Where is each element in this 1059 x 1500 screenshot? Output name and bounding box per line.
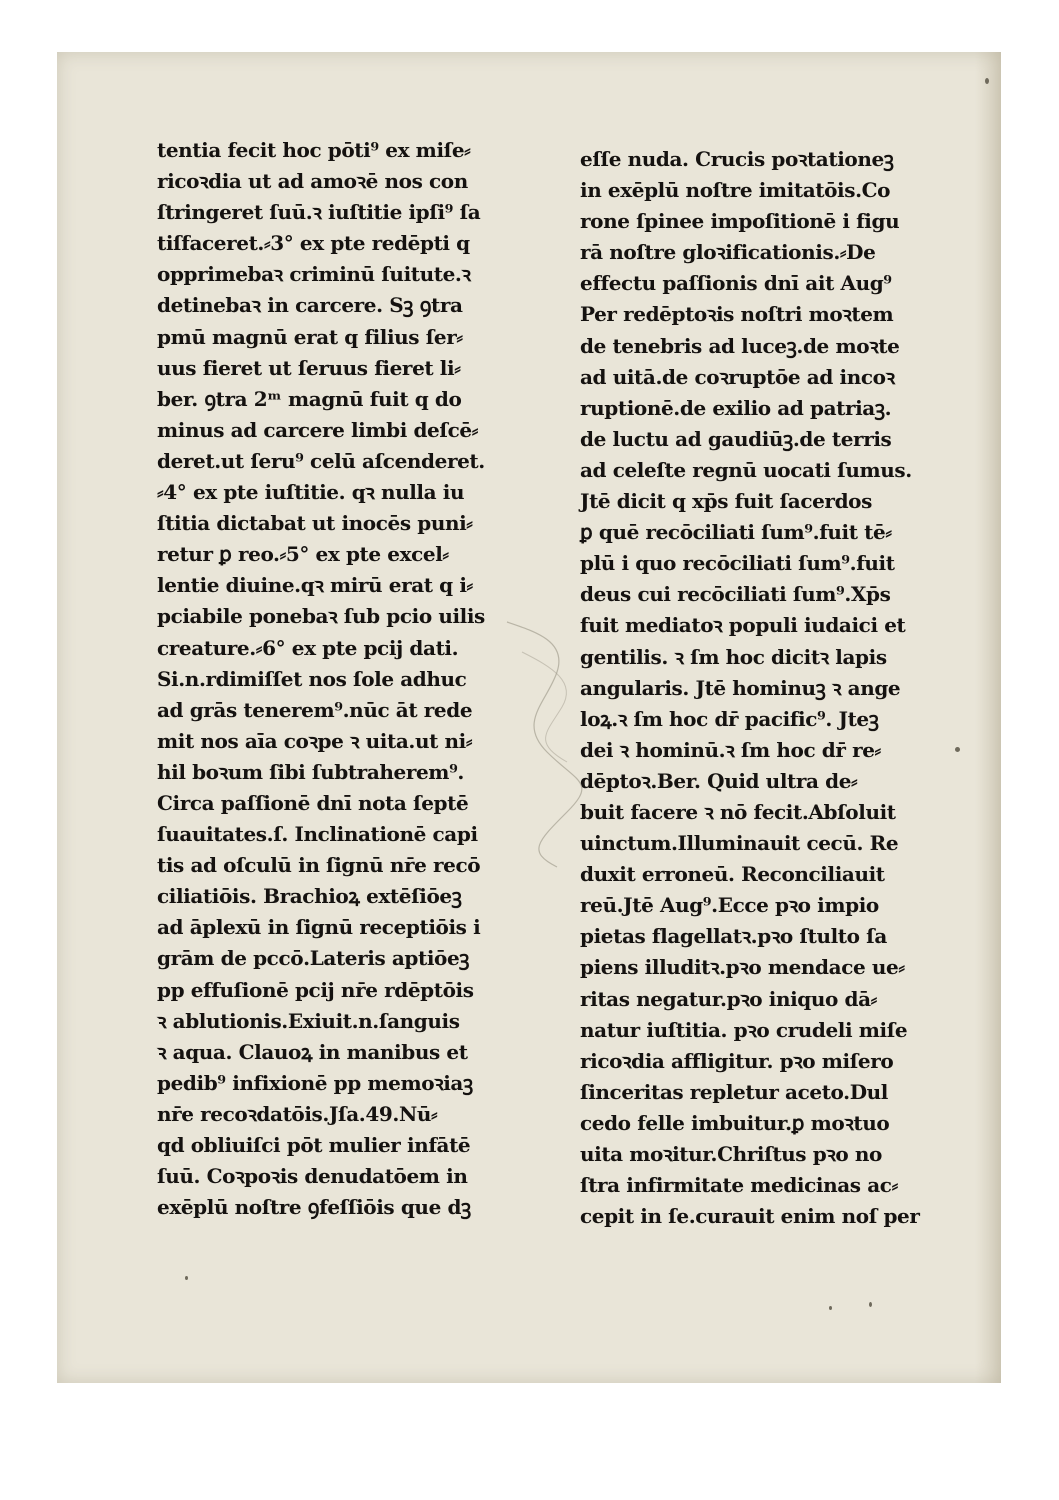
text-line: natur iuſtitia. pꝛo crudeli miſe [580, 1017, 908, 1042]
text-line: ſtringeret ſuū.ꝛ iuſtitie ipſi⁹ ſa [157, 200, 481, 225]
text-line: ꝛ ablutionis.Exiuit.n.ſanguis [157, 1008, 460, 1033]
text-line: uinctum.Illuminauit cecū. Re [580, 831, 899, 856]
text-line: ritas negatur.pꝛo iniquo dā⸗ [580, 986, 877, 1011]
text-line: detinebaꝛ in carcere. Sꝫ ꝯtra [157, 293, 463, 318]
text-line: ꝛ aqua. Clauoꝝ in manibus et [157, 1039, 468, 1064]
text-line: ber. ꝯtra 2ᵐ magnū fuit q do [157, 386, 462, 411]
text-line: Per redēptoꝛis noſtri moꝛtem [580, 302, 894, 327]
text-line: dēptoꝛ.Ber. Quid ultra de⸗ [580, 768, 858, 793]
text-line: tis ad oſculū in ſignū nr̄e recō [157, 853, 481, 878]
text-line: grām de pccō.Lateris aptiōeꝫ [157, 946, 470, 971]
paper-speck [985, 78, 989, 84]
text-line: reū.Jtē Aug⁹.Ecce pꝛo impio [580, 893, 879, 918]
text-line: piens illuditꝛ.pꝛo mendace ue⸗ [580, 955, 905, 980]
text-line: ricoꝛdia affligitur. pꝛo miſero [580, 1048, 894, 1073]
text-line: retur ꝑ reo.⸗5° ex pte excel⸗ [157, 542, 449, 567]
text-line: gentilis. ꝛ ſm hoc dicitꝛ lapis [580, 644, 887, 669]
text-line: cepit in ſe.curauit enim noſ per [580, 1204, 920, 1229]
text-line: rā noſtre gloꝛificationis.⸗De [580, 240, 876, 265]
text-line: deus cui recōciliati ſum⁹.Xp̄s [580, 582, 891, 607]
text-line: effectu paſſionis dnī ait Aug⁹ [580, 271, 892, 296]
text-line: ad uitā.de coꝛruptōe ad incoꝛ [580, 364, 895, 389]
text-line: pietas flagellatꝛ.pꝛo ſtulto ſa [580, 924, 887, 949]
text-line: angularis. Jtē hominuꝫ ꝛ ange [580, 675, 901, 700]
scanned-page [57, 52, 1001, 1383]
text-line: creature.⸗6° ex pte pcij dati. [157, 635, 459, 660]
text-line: Si.n.rdimiſſet nos ſole adhuc [157, 666, 467, 691]
text-line: lentie diuine.qꝛ mirū erat q i⸗ [157, 573, 473, 598]
text-line: rone ſpinee impoſitionē i figu [580, 209, 900, 234]
paper-speck [869, 1302, 872, 1307]
text-line: minus ad carcere limbi deſcē⸗ [157, 417, 478, 442]
text-line: hil boꝛum ſibi ſubtraherem⁹. [157, 759, 464, 784]
text-line: mit nos aīa coꝛpe ꝛ uita.ut ni⸗ [157, 728, 473, 753]
text-line: ſuauitates.ſ. Inclinationē capi [157, 822, 478, 847]
text-line: de luctu ad gaudiūꝫ.de terris [580, 426, 892, 451]
text-line: uus fieret ut ſeruus fieret li⸗ [157, 355, 461, 380]
text-line: pedib⁹ infixionē pp memoꝛiaꝫ [157, 1070, 473, 1095]
text-line: buit facere ꝛ nō fecit.Abſoluit [580, 799, 896, 824]
text-line: ſtitia dictabat ut inocēs puni⸗ [157, 511, 473, 536]
text-line: ꝑ quē recōciliati ſum⁹.fuit tē⸗ [580, 520, 892, 545]
text-line: pciabile ponebaꝛ ſub pcio uilis [157, 604, 485, 629]
text-line: uita moꝛitur.Chriſtus pꝛo no [580, 1142, 882, 1166]
text-line: de tenebris ad luceꝫ.de moꝛte [580, 333, 900, 358]
text-line: ad celeſte regnū uocati ſumus. [580, 457, 912, 482]
right-text-column [580, 144, 960, 1232]
paper-speck [829, 1306, 832, 1310]
text-line: dei ꝛ hominū.ꝛ ſm hoc dr̄ re⸗ [580, 737, 881, 762]
text-line: ad grās tenerem⁹.nūc āt rede [157, 697, 473, 722]
text-line: ſtra infirmitate medicinas ac⸗ [580, 1173, 898, 1198]
text-line: ad āplexū in ſignū receptiōis i [157, 915, 481, 940]
text-line: opprimebaꝛ criminū ſuitute.ꝛ [157, 262, 471, 287]
text-line: pmū magnū erat q filius ſer⸗ [157, 324, 463, 349]
text-line: fuit mediatoꝛ populi iudaici et [580, 613, 906, 638]
text-line: Circa paſſionē dnī nota ſeptē [157, 790, 469, 815]
text-line: ricoꝛdia ut ad amoꝛē nos con [157, 169, 468, 194]
text-line: tentia fecit hoc pōti⁹ ex miſe⸗ [157, 138, 471, 162]
text-line: plū i quo recōciliati ſum⁹.fuit [580, 551, 895, 576]
text-line: cedo felle imbuitur.ꝑ moꝛtuo [580, 1110, 890, 1135]
text-line: nr̄e recoꝛdatōis.Jſa.49.Nū⸗ [157, 1101, 438, 1126]
page-edge-shadow [975, 52, 1001, 1383]
text-line: in exēplū noſtre imitatōis.Co [580, 178, 891, 203]
text-line: ruptionē.de exilio ad patriaꝫ. [580, 395, 892, 420]
text-line: pp effuſionē pcij nr̄e rdēptōis [157, 977, 474, 1002]
text-line: Jtē dicit q xp̄s fuit ſacerdos [580, 489, 872, 514]
text-line: loꝝ.ꝛ ſm hoc dr̄ pacific⁹. Jteꝫ [580, 706, 879, 731]
text-line: ſinceritas repletur aceto.Dul [580, 1079, 888, 1104]
text-line: tiſfaceret.⸗3° ex pte redēpti q [157, 231, 470, 256]
text-line: ſuū. Coꝛpoꝛis denudatōem in [157, 1164, 468, 1189]
paper-speck [185, 1276, 188, 1280]
text-line: ciliatiōis. Brachioꝝ extēſiōeꝫ [157, 884, 462, 909]
text-line: duxit erroneū. Reconciliauit [580, 862, 885, 887]
text-line: exēplū noſtre ꝯfeſſiōis que dꝫ [157, 1195, 471, 1220]
left-text-column [157, 135, 527, 1223]
text-line: ⸗4° ex pte iuſtitie. qꝛ nulla iu [157, 480, 465, 505]
text-line: eſſe nuda. Crucis poꝛtationeꝫ [580, 147, 894, 171]
text-line: deret.ut ſeru⁹ celū aſcenderet. [157, 448, 485, 473]
paper-speck [955, 747, 960, 752]
text-line: qd obliuiſci pōt mulier infātē [157, 1133, 471, 1157]
